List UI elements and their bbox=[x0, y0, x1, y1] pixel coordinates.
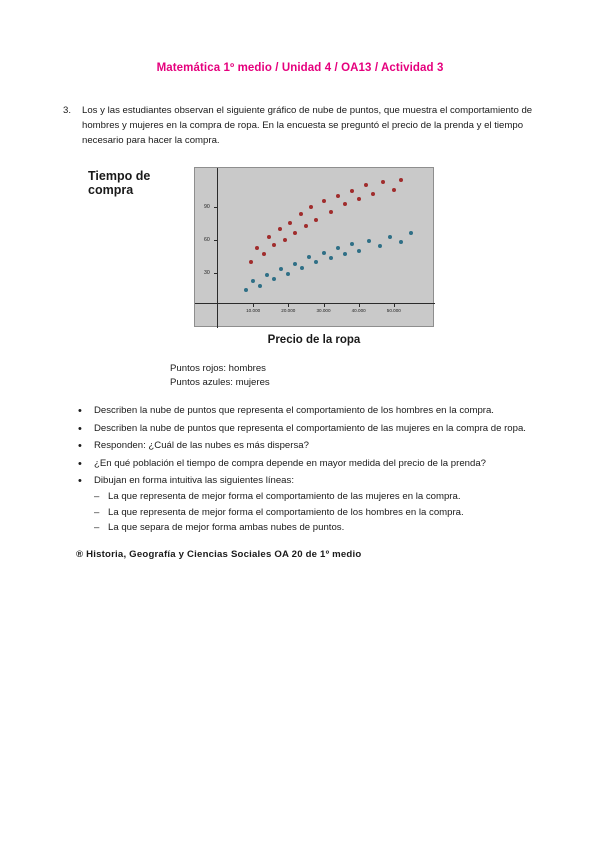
x-tick-mark bbox=[394, 303, 395, 307]
scatter-point-mujeres bbox=[388, 235, 392, 239]
document-page bbox=[0, 62, 600, 862]
legend-item-men: Puntos rojos: hombres bbox=[170, 362, 266, 374]
scatter-point-mujeres bbox=[251, 279, 255, 283]
y-tick-label: 90 bbox=[204, 203, 210, 210]
scatter-point-hombres bbox=[381, 180, 385, 184]
plot-area bbox=[194, 167, 434, 346]
scatter-point-mujeres bbox=[357, 249, 361, 253]
list-item bbox=[76, 474, 540, 536]
sub-list-item bbox=[94, 506, 540, 520]
scatter-point-hombres bbox=[399, 178, 403, 182]
list-item-text: Responden: ¿Cuál de las nubes es más dispersa? bbox=[94, 440, 309, 452]
x-axis bbox=[195, 303, 435, 304]
x-tick-label: 20.000 bbox=[281, 307, 296, 313]
scatter-point-mujeres bbox=[336, 246, 340, 250]
scatter-point-hombres bbox=[272, 243, 276, 247]
list-item-text: Dibujan en forma intuitiva las siguientes líneas: bbox=[94, 474, 294, 486]
scatter-point-hombres bbox=[392, 188, 396, 192]
scatter-point-hombres bbox=[255, 246, 259, 250]
scatter-point-mujeres bbox=[367, 239, 371, 243]
x-tick-label: 50.000 bbox=[386, 307, 401, 313]
legend-item-women: Puntos azules: mujeres bbox=[170, 376, 270, 388]
scatter-point-mujeres bbox=[244, 288, 248, 292]
page-title: Matemática 1º medio / Unidad 4 / OA13 / Actividad 3 bbox=[156, 62, 444, 74]
scatter-point-mujeres bbox=[293, 262, 297, 266]
scatter-point-mujeres bbox=[258, 284, 262, 288]
y-tick-mark bbox=[214, 273, 218, 274]
chart-title: Tiempo de compra bbox=[88, 168, 151, 197]
x-tick-mark bbox=[359, 303, 360, 307]
x-tick-mark bbox=[324, 303, 325, 307]
plot-box bbox=[194, 167, 434, 327]
chart-legend bbox=[60, 362, 540, 391]
list-item bbox=[76, 457, 540, 471]
scatter-point-mujeres bbox=[272, 277, 276, 281]
scatter-point-hombres bbox=[357, 197, 361, 201]
scatter-point-mujeres bbox=[300, 266, 304, 270]
list-item-text: ¿En qué población el tiempo de compra depende en mayor medida del precio de la prenda? bbox=[94, 457, 486, 469]
scatter-point-hombres bbox=[249, 260, 253, 264]
task-list bbox=[60, 404, 540, 535]
scatter-point-hombres bbox=[262, 252, 266, 256]
y-tick-label: 30 bbox=[204, 269, 210, 276]
scatter-point-mujeres bbox=[350, 242, 354, 246]
scatter-point-mujeres bbox=[286, 272, 290, 276]
x-tick-mark bbox=[288, 303, 289, 307]
sub-list-item bbox=[94, 490, 540, 504]
sub-list-item-text: La que representa de mejor forma el comportamiento de los hombres en la compra. bbox=[108, 506, 464, 518]
activity-item bbox=[60, 104, 540, 149]
sub-list-item bbox=[94, 521, 540, 535]
scatter-point-hombres bbox=[364, 183, 368, 187]
sub-list-item-text: La que representa de mejor forma el comportamiento de las mujeres en la compra. bbox=[108, 491, 461, 503]
y-axis bbox=[217, 168, 218, 328]
list-item-text: Describen la nube de puntos que representa el comportamiento de las mujeres en la compra de ropa. bbox=[94, 422, 526, 434]
scatter-point-hombres bbox=[343, 202, 347, 206]
x-tick-mark bbox=[253, 303, 254, 307]
x-tick-label: 10.000 bbox=[246, 307, 261, 313]
list-item-text: Describen la nube de puntos que representa el comportamiento de los hombres en la compra. bbox=[94, 405, 494, 417]
scatter-point-mujeres bbox=[329, 256, 333, 260]
scatter-point-hombres bbox=[371, 192, 375, 196]
item-text: Los y las estudiantes observan el siguiente gráfico de nube de puntos, que muestra el comportamiento de hombres y mujeres en la compra de ropa. En la encuesta se preguntó el precio de la prenda y el tiempo necesario para hacer la compra. bbox=[82, 105, 533, 146]
scatter-point-hombres bbox=[304, 224, 308, 228]
scatter-point-hombres bbox=[283, 238, 287, 242]
scatter-point-hombres bbox=[293, 231, 297, 235]
scatter-point-hombres bbox=[299, 212, 303, 216]
item-number: 3. bbox=[63, 105, 72, 116]
scatter-point-hombres bbox=[322, 199, 326, 203]
scatter-point-mujeres bbox=[322, 251, 326, 255]
scatter-point-hombres bbox=[314, 218, 318, 222]
scatter-point-hombres bbox=[267, 235, 271, 239]
x-tick-label: 30.000 bbox=[316, 307, 331, 313]
scatter-point-hombres bbox=[336, 194, 340, 198]
scatter-point-mujeres bbox=[343, 252, 347, 256]
scatter-point-mujeres bbox=[409, 231, 413, 235]
scatter-point-mujeres bbox=[378, 244, 382, 248]
list-item bbox=[76, 439, 540, 453]
scatter-point-mujeres bbox=[399, 240, 403, 244]
scatter-point-mujeres bbox=[279, 267, 283, 271]
x-axis-label: Precio de la ropa bbox=[267, 333, 361, 346]
sub-task-list bbox=[94, 490, 540, 535]
list-item bbox=[76, 422, 540, 436]
list-item bbox=[76, 404, 540, 418]
scatter-point-hombres bbox=[350, 189, 354, 193]
scatter-point-mujeres bbox=[314, 260, 318, 264]
scatter-point-mujeres bbox=[265, 273, 269, 277]
scatter-point-hombres bbox=[288, 221, 292, 225]
y-tick-mark bbox=[214, 207, 218, 208]
scatter-point-hombres bbox=[329, 210, 333, 214]
scatter-point-mujeres bbox=[307, 255, 311, 259]
x-tick-label: 40.000 bbox=[351, 307, 366, 313]
scatter-point-hombres bbox=[278, 227, 282, 231]
scatter-point-hombres bbox=[309, 205, 313, 209]
y-tick-label: 60 bbox=[204, 236, 210, 243]
footer-note: ® Historia, Geografía y Ciencias Sociales OA 20 de 1º medio bbox=[76, 549, 362, 561]
sub-list-item-text: La que separa de mejor forma ambas nubes de puntos. bbox=[108, 522, 345, 534]
scatter-chart bbox=[60, 167, 540, 346]
y-tick-mark bbox=[214, 240, 218, 241]
